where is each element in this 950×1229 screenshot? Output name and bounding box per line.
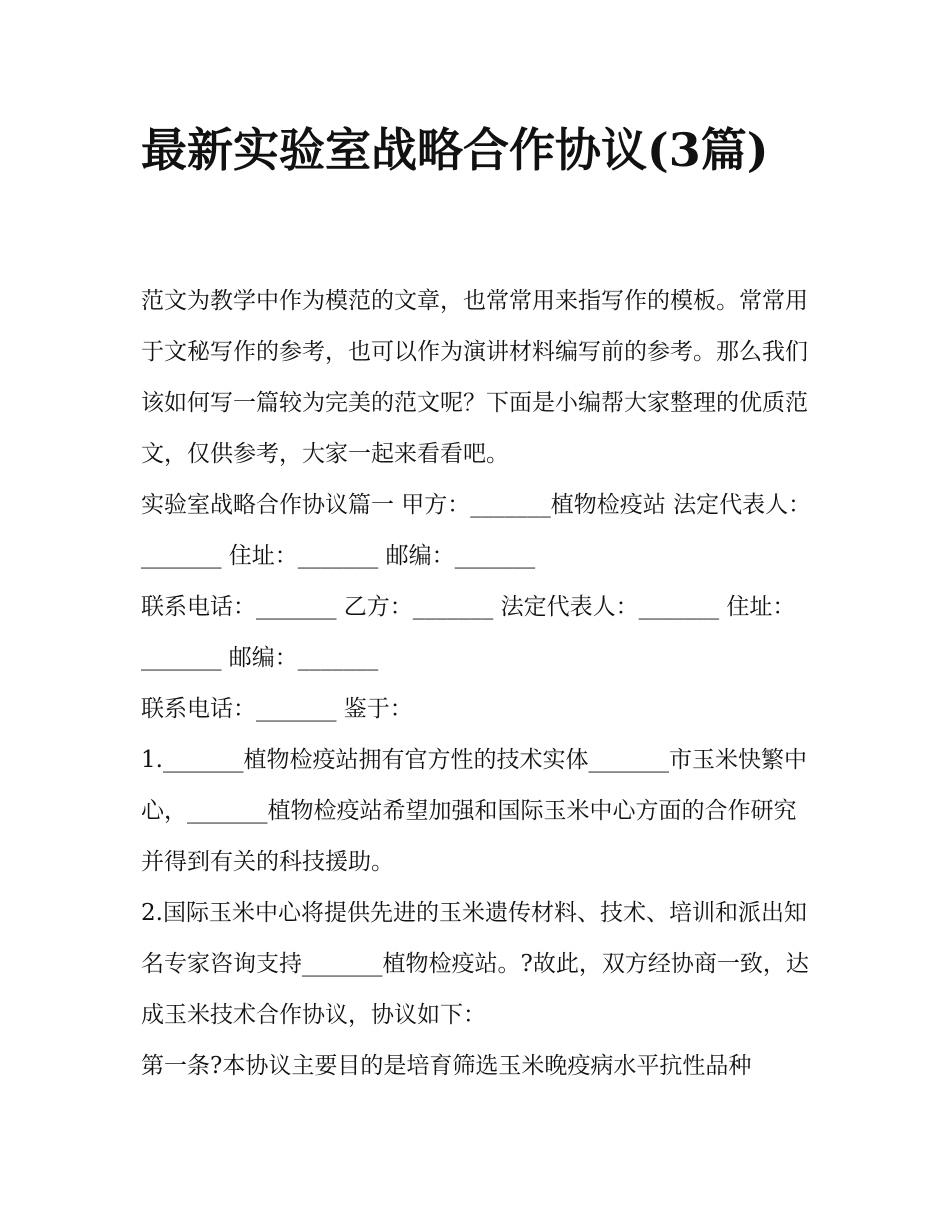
clause-2-paragraph: 2.国际玉米中心将提供先进的玉米遗传材料、技术、培训和派出知名专家咨询支持_______植物检疫站。?故此，双方经协商一致，达成玉米技术合作协议，协议如下： bbox=[141, 900, 809, 1028]
article-1-paragraph: 第一条?本协议主要目的是培育筛选玉米晚疫病水平抗性品种 bbox=[141, 1053, 752, 1079]
party-a-paragraph: 实验室战略合作协议篇一 甲方：_______植物检疫站 法定代表人：_______ 住址：_______ 邮编：_______ bbox=[141, 492, 812, 569]
document-body bbox=[141, 276, 817, 1092]
clause-1-paragraph: 1._______植物检疫站拥有官方性的技术实体_______市玉米快繁中心，_______植物检疫站希望加强和国际玉米中心方面的合作研究并得到有关的科技援助。 bbox=[141, 747, 807, 875]
whereas-paragraph: 联系电话：_______ 鉴于： bbox=[141, 696, 413, 722]
party-b-paragraph: 联系电话：_______ 乙方：_______ 法定代表人：_______ 住址：_______ 邮编：_______ bbox=[141, 594, 796, 671]
intro-paragraph: 范文为教学中作为模范的文章，也常常用来指写作的模板。常常用于文秘写作的参考，也可以作为演讲材料编写前的参考。那么我们该如何写一篇较为完美的范文呢？下面是小编帮大家整理的优质范文，仅供参考，大家一起来看看吧。 bbox=[141, 288, 808, 467]
document-title: 最新实验室战略合作协议(3篇) bbox=[141, 123, 769, 177]
